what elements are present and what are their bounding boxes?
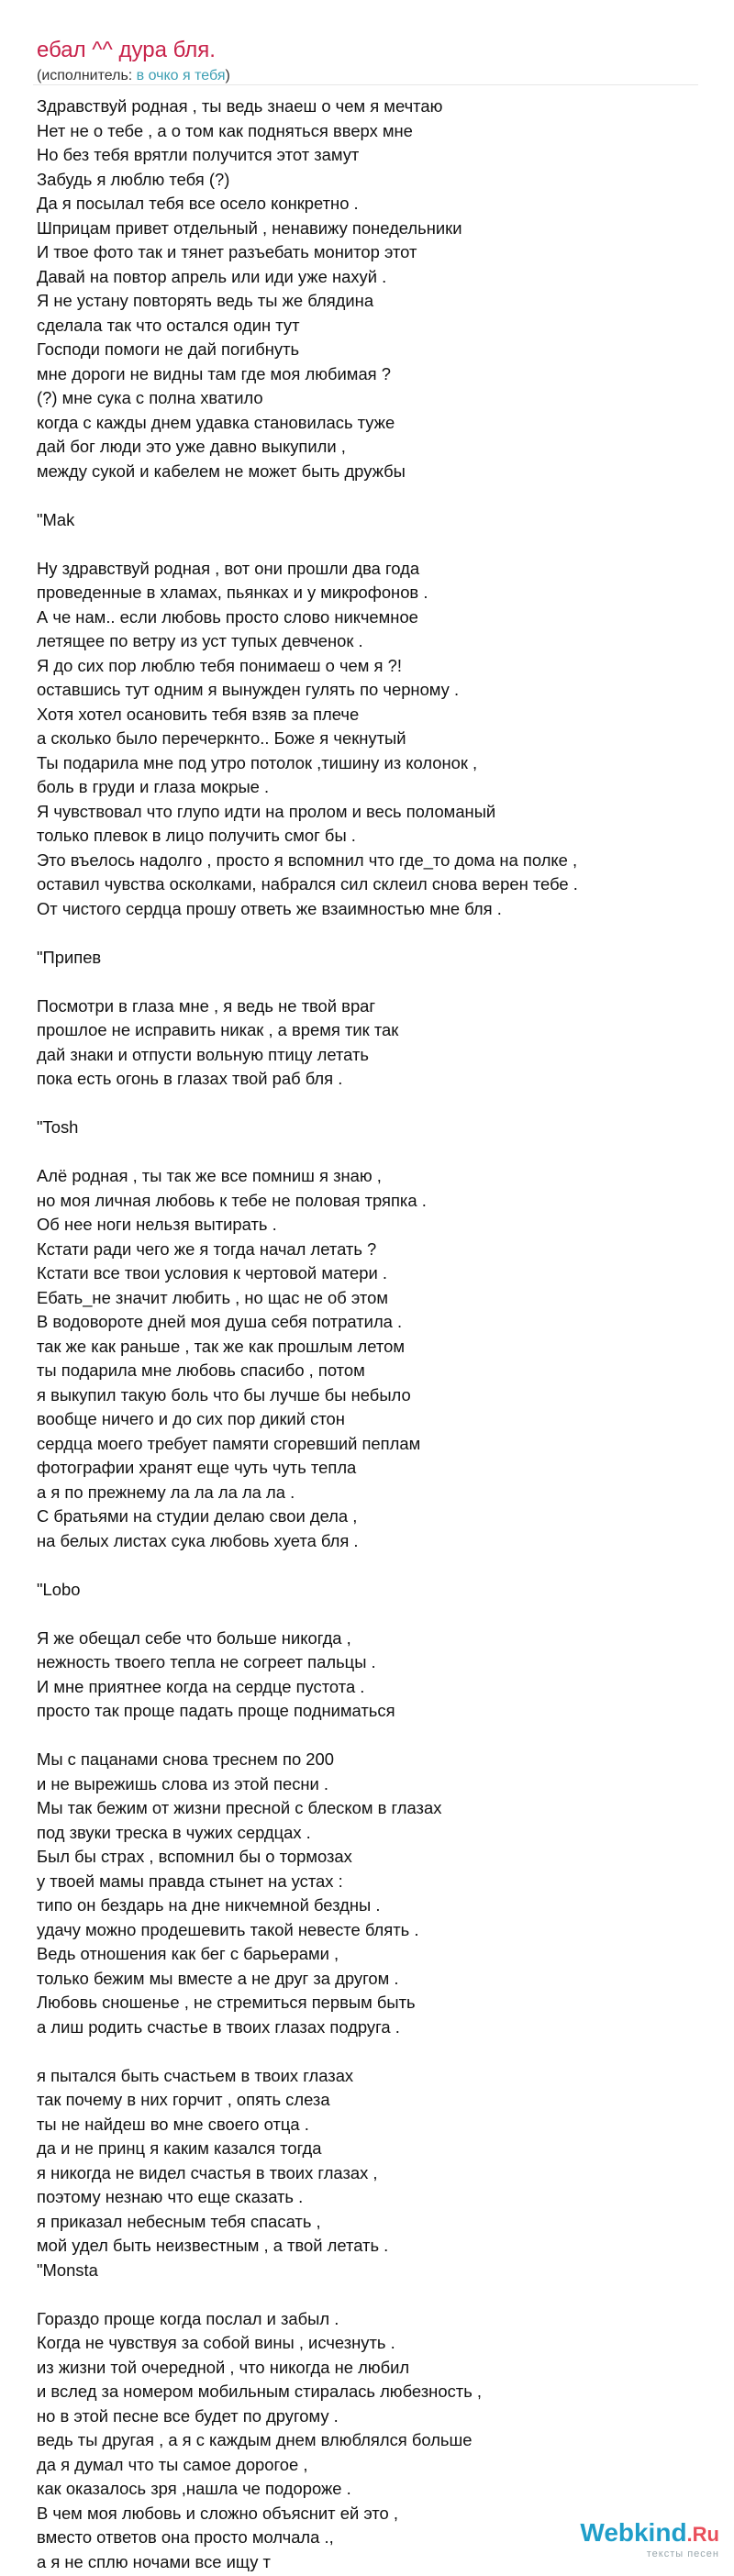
song-title: ебал ^^ дура бля. [37, 38, 216, 62]
lyric-line: просто так проще падать проще подниматься [37, 1701, 395, 1720]
lyric-line: Я до сих пор люблю тебя понимаеш о чем я ?! [37, 655, 402, 675]
lyric-line: у твоей мамы правда стынет на устах : [37, 1871, 343, 1891]
lyric-line: И твое фото так и тянет разъебать монитор этот [37, 242, 417, 261]
lyric-line: В водовороте дней моя душа себя потратила . [37, 1312, 403, 1331]
artist-prefix: (исполнитель: [37, 68, 137, 83]
lyric-line: С братьями на студии делаю свои дела , [37, 1506, 358, 1526]
lyric-line: оставшись тут одним я вынужден гулять по черному . [37, 680, 460, 699]
lyric-line: но моя личная любовь к тебе не половая тряпка . [37, 1190, 427, 1210]
lyric-line: типо он бездарь на дне никчемной бездны . [37, 1895, 381, 1915]
watermark-tagline: тексты песен [646, 2548, 719, 2559]
lyric-line: вообще ничего и до сих пор дикий стон [37, 1409, 345, 1428]
lyric-line: Я не устану повторять ведь ты же блядина [37, 291, 374, 310]
lyric-line: вместо ответов она просто молчала ., [37, 2527, 334, 2547]
lyric-line: ведь ты другая , а я с каждым днем влюблялся больше [37, 2430, 473, 2449]
artist-suffix: ) [225, 68, 230, 83]
lyric-line: проведенные в хламах, пьянках и у микрофонов . [37, 583, 428, 602]
lyric-line: удачу можно продешевить такой невесте блять . [37, 1919, 419, 1939]
lyric-line: только плевок в лицо получить смог бы . [37, 826, 356, 845]
lyric-line: Был бы страх , вспомнил бы о тормозах [37, 1847, 352, 1866]
lyric-line: Ну здравствуй родная , вот они прошли два года [37, 558, 420, 578]
lyric-line: Алё родная , ты так же все помниш я знаю , [37, 1166, 382, 1185]
lyric-line: От чистого сердца прошу ответь же взаимностью мне бля . [37, 898, 502, 918]
lyric-line: "Lobo [37, 1579, 81, 1599]
lyric-blank-line [37, 921, 697, 946]
lyric-line: Когда не чувствуя за собой вины , исчезнуть . [37, 2333, 395, 2352]
lyric-line: Я же обещал себе что больше никогда , [37, 1627, 351, 1648]
lyric-line: И мне приятнее когда на сердце пустота . [37, 1676, 365, 1696]
lyric-line: когда с кажды днем удавка становилась туже [37, 412, 395, 432]
lyric-line: я пытался быть счастьем в твоих глазах [37, 2065, 354, 2085]
lyric-line: Мы так бежим от жизни пресной с блеском в глазах [37, 1798, 442, 1817]
lyric-line: но в этой песне все будет по другому . [37, 2405, 339, 2426]
lyric-line: боль в груди и глаза мокрые . [37, 777, 270, 796]
lyric-line: Забудь я люблю тебя (?) [37, 169, 230, 189]
lyric-line: ты подарила мне любовь спасибо , потом [37, 1360, 365, 1380]
lyric-line: "Tosh [37, 1117, 79, 1137]
lyric-line: Давай на повтор апрель или иди уже нахуй . [37, 266, 387, 286]
lyric-line: (?) мне сука с полна хватило [37, 388, 263, 407]
lyric-line: только бежим мы вместе а не друг за другом . [37, 1968, 399, 1988]
lyric-line: сделала так что остался один тут [37, 315, 300, 335]
lyric-line: Любовь сношенье , не стремиться первым быть [37, 1993, 416, 2012]
lyric-blank-line [37, 1140, 697, 1165]
lyric-line: я выкупил такую боль что бы лучше бы небыло [37, 1384, 411, 1405]
lyric-line: да я думал что ты самое дорогое , [37, 2454, 308, 2474]
lyric-line: фотографии хранят еще чуть чуть тепла [37, 1458, 357, 1477]
lyrics-text [37, 94, 697, 2574]
lyric-line: да и не принц я каким казался тогда [37, 2138, 322, 2158]
lyric-blank-line [37, 1092, 697, 1116]
lyric-line: дай знаки и отпусти вольную птицу летать [37, 1044, 370, 1064]
watermark-tld: .Ru [686, 2523, 719, 2546]
lyric-blank-line [37, 483, 697, 508]
site-watermark [580, 2519, 719, 2559]
watermark-logo [580, 2519, 719, 2548]
lyric-line: "Monsta [37, 2260, 98, 2280]
lyric-line: а сколько было перечеркнто.. Боже я чекнутый [37, 728, 406, 748]
lyric-line: на белых листах сука любовь хуета бля . [37, 1530, 359, 1550]
lyric-blank-line [37, 1553, 697, 1578]
lyric-blank-line [37, 2282, 697, 2307]
lyric-blank-line [37, 1724, 697, 1749]
lyric-line: между сукой и кабелем не может быть дружбы [37, 461, 406, 481]
watermark-brand: Webkind [580, 2518, 687, 2547]
lyric-line: и вслед за номером мобильным стиралась любезность , [37, 2382, 482, 2401]
lyric-line: Господи помоги не дай погибнуть [37, 339, 300, 359]
lyric-line: дай бог люди это уже давно выкупили , [37, 437, 346, 456]
lyric-line: я приказал небесным тебя спасать , [37, 2211, 321, 2231]
artist-link[interactable]: в очко я тебя [136, 68, 226, 83]
lyric-line: В чем моя любовь и сложно объяснит ей это , [37, 2503, 398, 2523]
lyric-line: Ты подарила мне под утро потолок ,тишину из колонок , [37, 752, 478, 772]
lyric-line: летящее по ветру из уст тупых девченок . [37, 631, 363, 650]
lyric-blank-line [37, 1602, 697, 1627]
lyric-line: ты не найдеш во мне своего отца . [37, 2114, 309, 2134]
lyric-line: оставил чувства осколками, набрался сил склеил снова верен тебе . [37, 874, 578, 894]
lyric-line: Шприцам привет отдельный , ненавижу понедельники [37, 217, 462, 238]
lyric-line: Нет не о тебе , а о том как подняться вверх мне [37, 120, 413, 140]
lyric-line: пока есть огонь в глазах твой раб бля . [37, 1069, 343, 1088]
lyric-line: а я не сплю ночами все ищу т [37, 2551, 271, 2571]
lyric-line: так же как раньше , так же как прошлым летом [37, 1336, 405, 1356]
lyric-line: Это въелось надолго , просто я вспомнил что где_то дома на полке , [37, 849, 578, 870]
lyric-line: мой удел быть неизвестным , а твой летать . [37, 2236, 389, 2255]
artist-line [37, 66, 230, 86]
lyric-line: Гораздо проще когда послал и забыл . [37, 2308, 339, 2328]
lyric-line: под звуки треска в чужих сердцах . [37, 1822, 311, 1842]
lyric-line: Посмотри в глаза мне , я ведь не твой враг [37, 995, 376, 1016]
lyric-line: Ебать_не значит любить , но щас не об этом [37, 1287, 388, 1307]
lyric-line: "Припев [37, 947, 102, 967]
lyric-line: мне дороги не видны там где моя любимая ? [37, 363, 391, 383]
lyric-line: прошлое не исправить никак , а время тик так [37, 1020, 399, 1039]
lyric-line: а лиш родить счастье в твоих глазах подруга . [37, 2016, 400, 2037]
lyric-line: "Mak [37, 509, 75, 529]
lyric-line: и не вырежишь слова из этой песни . [37, 1773, 329, 1793]
lyric-line: Но без тебя врятли получится этот замут [37, 145, 360, 164]
lyric-blank-line [37, 532, 697, 557]
lyric-line: из жизни той очередной , что никогда не любил [37, 2357, 410, 2377]
lyric-line: так почему в них горчит , опять слеза [37, 2090, 330, 2109]
lyric-line: Об нее ноги нельзя вытирать . [37, 1215, 277, 1234]
lyric-line: нежность твоего тепла не согреет пальцы . [37, 1652, 376, 1671]
lyric-line: Кстати ради чего же я тогда начал летать ? [37, 1238, 377, 1259]
lyric-line: Хотя хотел осановить тебя взяв за плече [37, 704, 360, 724]
lyric-line: Мы с пацанами снова треснем по 200 [37, 1749, 334, 1769]
lyric-line: Кстати все твои условия к чертовой матери . [37, 1263, 387, 1282]
lyric-line: как оказалось зря ,нашла че подороже . [37, 2479, 351, 2498]
lyric-line: а я по прежнему ла ла ла ла ла . [37, 1482, 295, 1502]
lyric-line: я никогда не видел счастья в твоих глазах , [37, 2162, 378, 2182]
lyric-line: Ведь отношения как бег с барьерами , [37, 1944, 339, 1963]
lyric-line: сердца моего требует памяти сгоревший пеплам [37, 1433, 421, 1453]
lyric-line: Я чувствовал что глупо идти на пролом и весь поломаный [37, 801, 496, 821]
lyric-line: А че нам.. если любовь просто слово никчемное [37, 606, 418, 627]
lyric-line: Да я посылал тебя все осело конкретно . [37, 194, 359, 213]
lyric-line: поэтому незнаю что еще сказать . [37, 2187, 304, 2206]
lyric-line: Здравствуй родная , ты ведь знаеш о чем я мечтаю [37, 96, 443, 116]
lyric-blank-line [37, 970, 697, 994]
title-divider [33, 84, 698, 85]
lyric-blank-line [37, 2039, 697, 2064]
